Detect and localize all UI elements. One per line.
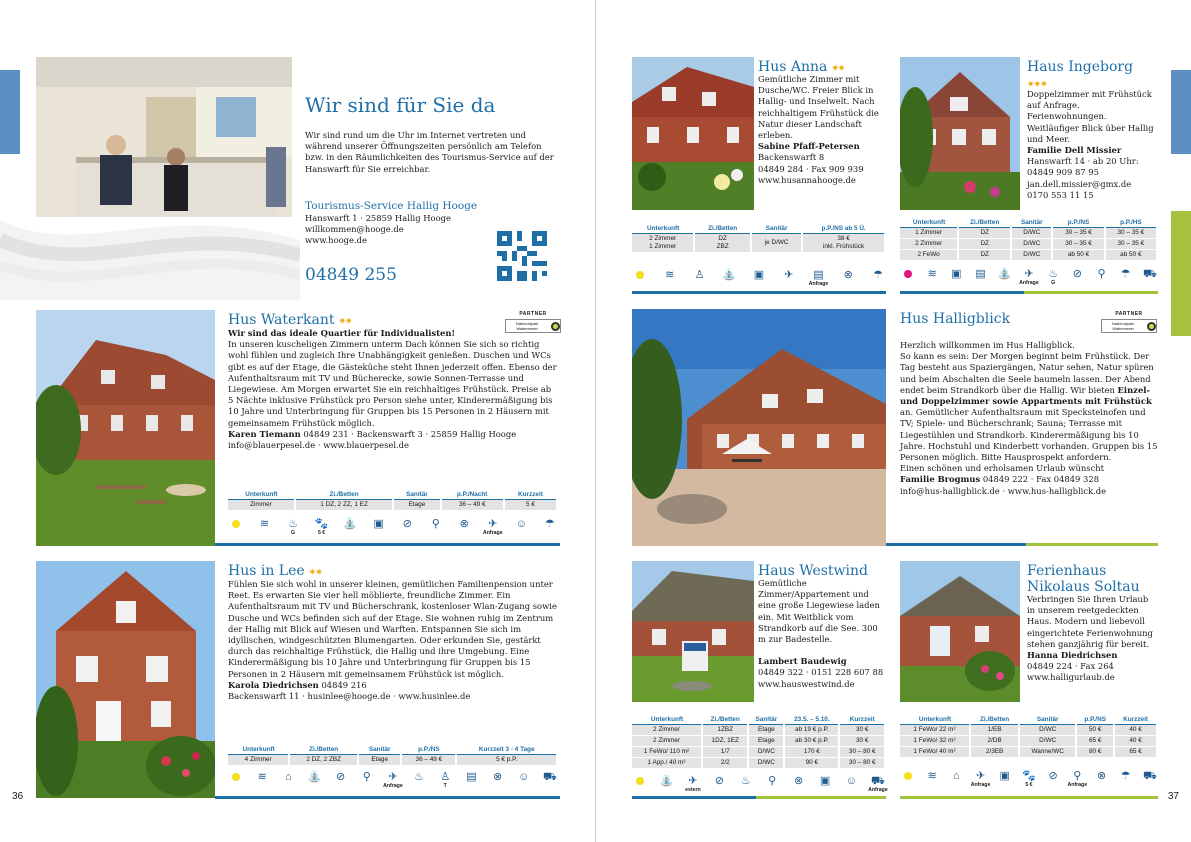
qr-code-icon[interactable] bbox=[497, 231, 547, 281]
table-cell: je D/WC bbox=[751, 234, 802, 253]
table-row bbox=[632, 725, 885, 736]
car-icon: ⛟ bbox=[1142, 770, 1157, 782]
table-header: Sanitär bbox=[1011, 218, 1052, 228]
ingeborg-contact-name: Familie Dell Missier bbox=[1027, 145, 1122, 156]
table-row bbox=[632, 758, 885, 769]
waterkant-web[interactable]: info@blauerpesel.de · www.blauerpesel.de bbox=[228, 440, 409, 451]
table-row bbox=[900, 736, 1157, 747]
chair-icon: ⌂ bbox=[953, 770, 960, 782]
table-cell: 1 App./ 40 m² bbox=[632, 758, 702, 769]
halligblick-desc-a: So kann es sein: Der Morgen beginnt beim Frühstück. Der Tag besteht aus Spaziergängen, Natur sehen, Natur spüren und beim Abschalten die Seele baumeln lassen. Der Abend endet beim Strandkorb über die Hallig. Wir bieten bbox=[900, 351, 1154, 395]
books-icon: ▤ bbox=[466, 771, 477, 783]
table-cell: 1 Zimmer bbox=[900, 228, 958, 239]
soltau-title bbox=[1027, 563, 1140, 595]
tv-icon: ▣ bbox=[999, 770, 1010, 782]
lee-web[interactable]: Backenswarft 11 · husinlee@hooge.de · www.husinlee.de bbox=[228, 691, 471, 702]
waterkant-tagline: Wir sind das ideale Quartier für Individualisten! bbox=[228, 328, 456, 338]
photo-hus-halligblick bbox=[632, 309, 886, 546]
partner-badge-halligblick bbox=[1101, 311, 1157, 333]
waterkant-name: Hus Waterkant bbox=[228, 312, 335, 328]
waterkant-bar bbox=[215, 543, 560, 546]
table-cell: 36 – 49 € bbox=[401, 755, 456, 766]
table-cell: 1 FeWo/ 32 m² bbox=[900, 736, 970, 747]
table-cell: 30 € bbox=[839, 725, 885, 736]
bike-icon: ⚲ bbox=[768, 775, 777, 787]
table-cell: ab 50 € bbox=[1105, 250, 1157, 261]
car-icon: ⛟ Anfrage bbox=[868, 775, 888, 793]
sun-icon bbox=[900, 770, 916, 780]
bath-icon: ⛲ bbox=[997, 268, 1012, 280]
table-row bbox=[228, 500, 557, 511]
soltau-phone: 04849 224 · Fax 264 bbox=[1027, 661, 1114, 672]
nosmoke-icon: ⊘ bbox=[1048, 770, 1058, 782]
bath-icon: ⛲ bbox=[722, 269, 737, 281]
table-header: Zi./Betten bbox=[958, 218, 1011, 228]
anna-address: Backenswarft 8 bbox=[758, 152, 825, 163]
table-header: Unterkunft bbox=[228, 745, 289, 755]
westwind-web[interactable]: www.hauswestwind.de bbox=[758, 678, 855, 689]
anna-contact-name: Sabine Pfaff-Petersen bbox=[758, 141, 860, 152]
ingeborg-table bbox=[900, 218, 1158, 261]
pickup-icon: ✈ bbox=[784, 269, 794, 281]
ingeborg-name: Haus Ingeborg bbox=[1027, 59, 1134, 75]
nosmoke-icon: ⊘ bbox=[714, 775, 724, 787]
table-cell: 2 Zimmer bbox=[632, 736, 702, 747]
westwind-phone: 04849 322 · 0151 228 607 88 bbox=[758, 667, 884, 678]
bike-icon: ⚲ bbox=[362, 771, 371, 783]
halligblick-bar-green bbox=[1026, 543, 1158, 546]
table-header: Unterkunft bbox=[632, 715, 702, 725]
table-cell: Etage bbox=[358, 755, 401, 766]
table-cell: 1 FeWo/ 110 m² bbox=[632, 747, 702, 758]
table-cell: 30 € bbox=[839, 736, 885, 747]
lee-description: Fühlen Sie sich wohl in unserer kleinen, gemütlichen Familienpension unter Reet. Es erwarten Sie vier hell möblierte, freundliche Zimmer. Ein Aufenthaltsraum mit TV und Bücherschrank, kostenloser Wlan-Zugang sowie Dusche und WCs befinden sich auf der Etage. Sie wohnen ruhig im Zentrum der Hallig mit Blick auf Wiesen und Warften. Entspannen Sie sich im idyllischen, windgeschützten Blumengarten. Oder erkunden Sie, gestärkt durch das reichhaltige Frühstück, die Hallig und ihre Umgebung. Eine Kinderermäßigung bis 10 Jahre und Unterbringung für Gruppen bis 15 Personen in 2 Häusern mit gemeinsamem Frühstück ist möglich. bbox=[228, 579, 557, 679]
halligblick-title: Hus Halligblick bbox=[900, 311, 1011, 327]
icon-caption: Anfrage bbox=[482, 530, 503, 536]
anna-icons bbox=[632, 269, 886, 287]
photo-hus-waterkant bbox=[36, 310, 215, 546]
westwind-table bbox=[632, 715, 886, 769]
lee-contact-name: Karola Diedrichsen bbox=[228, 679, 319, 690]
icon-caption: Anfrage bbox=[970, 782, 991, 788]
icon-caption: 5 € bbox=[317, 530, 326, 536]
table-header: p.P./NS bbox=[1052, 218, 1104, 228]
pickup-icon: ✈ extern bbox=[685, 775, 701, 793]
table-cell: 1 FeWo/ 40 m² bbox=[900, 747, 970, 758]
noparty-icon: ⊗ bbox=[1096, 770, 1107, 782]
noparty-icon: ⊗ bbox=[843, 269, 853, 281]
lee-icons bbox=[228, 771, 558, 789]
wifi-icon: ≋ bbox=[927, 268, 937, 280]
section-tab-left bbox=[0, 70, 20, 154]
table-header: Zi./Betten bbox=[694, 224, 751, 234]
icon-caption: T bbox=[443, 783, 447, 789]
ingeborg-mobile: 0170 553 11 15 bbox=[1027, 189, 1094, 200]
lee-text bbox=[228, 579, 558, 702]
table-cell: 1 DZ, 2 ZZ, 1 EZ bbox=[295, 500, 394, 511]
soltau-name2: Nikolaus Soltau bbox=[1027, 579, 1140, 595]
table-cell: 40 € bbox=[1114, 736, 1157, 747]
table-cell: 30 – 35 € bbox=[1052, 239, 1104, 250]
kids-icon: ♙ bbox=[694, 269, 705, 281]
noparty-icon: ⊗ bbox=[492, 771, 503, 783]
halligblick-contact-name: Familie Brogmus bbox=[900, 474, 981, 485]
section-tab-right-green bbox=[1171, 211, 1191, 336]
tv-icon: ▤ bbox=[975, 268, 986, 280]
table-header: Sanitär bbox=[751, 224, 802, 234]
icon-caption: G bbox=[1051, 280, 1056, 286]
table-cell: DZ bbox=[958, 228, 1011, 239]
washer-icon: ▣ bbox=[951, 268, 962, 280]
table-header: Zi./Betten bbox=[295, 490, 394, 500]
page-right bbox=[596, 0, 1191, 842]
lee-bar bbox=[215, 796, 560, 799]
westwind-contact-name: Lambert Baudewig bbox=[758, 656, 847, 667]
ingeborg-stars: ✷✷✷ bbox=[1027, 80, 1047, 90]
pot-icon: ♨ bbox=[740, 775, 751, 787]
table-cell: 5 € bbox=[504, 500, 557, 511]
anna-bar bbox=[632, 291, 886, 294]
table-cell: 1/EB bbox=[970, 725, 1019, 736]
table-cell: 30 – 80 € bbox=[839, 747, 885, 758]
table-cell: D/WC bbox=[1019, 736, 1076, 747]
photo-ferienhaus-soltau bbox=[900, 561, 1020, 702]
table-header: p.P./Nacht bbox=[441, 490, 504, 500]
intro-title: Wir sind für Sie da bbox=[305, 93, 496, 117]
table-cell: 1 FeWo/ 22 m² bbox=[900, 725, 970, 736]
pot-icon: ♨ G bbox=[288, 518, 298, 536]
soltau-table bbox=[900, 715, 1158, 758]
waterkant-description: In unseren kuscheligen Zimmern unterm Dach können Sie sich so richtig wohl fühlen und zugleich Ihre Unabhängigkeit genießen. Duschen und WCs gibt es auf der Etage, die Gästeküche steht Ihnen jederzeit offen. Ebenso der Aufenthaltsraum mit TV und Bücherecke, sowie Sonnen-Terrasse und Liegewiese. Am Morgen erwartet Sie ein reichhaltiges Frühstück. Preise ab 5 Nächte inklusive Frühstück pro Person siehe unter, Kinderermäßigung bis 10 Jahre und Unterbringung für Gruppen bis 15 Personen in 2 Häusern mit gemeinsamem Frühstück möglich. bbox=[228, 339, 557, 428]
tv-icon: ♙ T bbox=[440, 771, 451, 789]
partner-sub: Nationalpark Wattenmeer bbox=[1111, 321, 1135, 331]
garden-icon: ☂ bbox=[873, 269, 883, 281]
table-header: Sanitär bbox=[393, 490, 440, 500]
ingeborg-bar-green bbox=[1024, 291, 1158, 294]
table-cell: 90 € bbox=[784, 758, 839, 769]
table-header: Kurzzeit bbox=[1114, 715, 1157, 725]
washer-icon: ▤ Anfrage bbox=[808, 269, 829, 287]
soltau-contact-name: Hanna Diedrichsen bbox=[1027, 650, 1118, 661]
table-cell: DZ bbox=[958, 250, 1011, 261]
table-header: Zi./Betten bbox=[289, 745, 358, 755]
icon-caption: Anfrage bbox=[1019, 280, 1039, 286]
noparty-icon: ⊗ bbox=[459, 518, 469, 530]
table-header: Unterkunft bbox=[900, 218, 958, 228]
soltau-name: Ferienhaus bbox=[1027, 563, 1107, 579]
table-cell: 40 € bbox=[1114, 725, 1157, 736]
soltau-text bbox=[1027, 594, 1159, 684]
table-cell: Etage bbox=[393, 500, 440, 511]
waterkant-contact-name: Karen Tiemann bbox=[228, 428, 301, 439]
intro-contact bbox=[305, 199, 490, 247]
table-cell: D/WC bbox=[1019, 725, 1076, 736]
westwind-text bbox=[758, 578, 886, 690]
soltau-web[interactable]: www.halligurlaub.de bbox=[1027, 672, 1115, 683]
waterkant-stars: ✷✷ bbox=[338, 317, 352, 327]
ingeborg-title bbox=[1027, 59, 1133, 93]
page-number-right: 37 bbox=[1167, 791, 1179, 802]
intro-phone: 04849 255 bbox=[305, 265, 397, 285]
page-left bbox=[0, 0, 595, 842]
chair-icon: ⌂ bbox=[284, 771, 292, 783]
sun-icon bbox=[632, 269, 648, 279]
table-cell: 1/7 bbox=[702, 747, 748, 758]
dog-icon: 🐾 5 € bbox=[1022, 770, 1036, 788]
table-cell: 80 € bbox=[1076, 747, 1114, 758]
bike-icon: ⚲ bbox=[431, 518, 440, 530]
waterkant-icons bbox=[228, 518, 558, 536]
table-cell: 2 Zimmer bbox=[900, 239, 958, 250]
photo-hus-anna bbox=[632, 57, 754, 210]
table-cell: D/WC bbox=[748, 747, 784, 758]
table-row bbox=[632, 234, 885, 253]
table-row bbox=[632, 747, 885, 758]
table-cell: Wanne/WC bbox=[1019, 747, 1076, 758]
table-cell: 2 Zimmer 1 Zimmer bbox=[632, 234, 694, 253]
table-header: p.P./NS bbox=[401, 745, 456, 755]
table-cell: 38 € inkl. Frühstück bbox=[802, 234, 885, 253]
soltau-description: Verbringen Sie Ihren Urlaub in unserem reetgedeckten Haus. Modern und liebevoll eingerichtete Ferienwohnung stehen ganzjährig für bereit. bbox=[1027, 594, 1153, 649]
intro-email[interactable]: willkommen@hooge.de bbox=[305, 224, 404, 235]
table-header: Kurzzeit 3 - 4 Tage bbox=[456, 745, 557, 755]
table-cell: 2/3EB bbox=[970, 747, 1019, 758]
sun-icon bbox=[632, 775, 648, 785]
table-header: Sanitär bbox=[1019, 715, 1076, 725]
table-cell: ab 30 € p.P. bbox=[784, 736, 839, 747]
photo-haus-ingeborg bbox=[900, 57, 1020, 210]
westwind-description: Gemütliche Zimmer/Appartement und eine große Liegewiese laden ein. Mit Weitblick vom Strandkorb auf die See. 300 m zur Badestelle. bbox=[758, 578, 880, 645]
table-header: Unterkunft bbox=[632, 224, 694, 234]
anna-stars: ✷✷ bbox=[831, 64, 845, 74]
table-header: Kurzzeit bbox=[504, 490, 557, 500]
table-cell: 4 Zimmer bbox=[228, 755, 289, 766]
westwind-title: Haus Westwind bbox=[758, 563, 868, 579]
table-header: Unterkunft bbox=[900, 715, 970, 725]
ingeborg-icons bbox=[900, 268, 1158, 286]
lee-contact: 04849 216 bbox=[321, 679, 367, 690]
icon-caption: 5 € bbox=[1025, 782, 1033, 788]
table-cell: D/WC bbox=[1011, 250, 1052, 261]
table-cell: 30 – 35 € bbox=[1052, 228, 1104, 239]
table-cell: 65 € bbox=[1114, 747, 1157, 758]
table-cell: ab 50 € bbox=[1052, 250, 1104, 261]
table-cell: Etage bbox=[748, 725, 784, 736]
table-cell: Zimmer bbox=[228, 500, 295, 511]
bike-icon: ⚲ bbox=[1097, 268, 1106, 280]
westwind-bar-blue bbox=[632, 796, 756, 799]
halligblick-contact: 04849 222 · Fax 04849 328 bbox=[982, 474, 1100, 485]
halligblick-text bbox=[900, 340, 1158, 497]
anna-web[interactable]: www.husannahooge.de bbox=[758, 174, 856, 185]
partner-label: PARTNER bbox=[519, 311, 547, 317]
table-cell: 30 – 35 € bbox=[1105, 228, 1157, 239]
table-cell: 30 – 35 € bbox=[1105, 239, 1157, 250]
dog-icon: 🐾 5 € bbox=[314, 518, 329, 536]
nosmoke-icon: ⊘ bbox=[336, 771, 346, 783]
page-number-left: 36 bbox=[12, 791, 24, 802]
anna-text bbox=[758, 74, 886, 186]
table-cell: DZ ZBZ bbox=[694, 234, 751, 253]
icon-caption: Anfrage bbox=[383, 783, 403, 789]
icon-caption: extern bbox=[685, 787, 701, 793]
table-header: p.P./NS bbox=[1076, 715, 1114, 725]
wifi-icon: ≋ bbox=[257, 771, 267, 783]
intro-web[interactable]: www.hooge.de bbox=[305, 235, 367, 246]
halligblick-desc-c: an. Gemütlicher Aufenthaltsraum mit Specksteinofen und TV; Spiele- und Bücherschrank; Sauna; Terrasse mit Liegestühlen und Strandkorb. Kinderermäßigung bis 10 Jahre. Hochstuhl und Kinderbett vorhanden. Gruppen bis 15 Personen möglich. Bitte Hausprospekt anfordern. bbox=[900, 407, 1158, 463]
halligblick-welcome: Herzlich willkommen im Hus Halligblick. bbox=[900, 340, 1075, 350]
table-header: Zi./Betten bbox=[970, 715, 1019, 725]
westwind-icons bbox=[632, 775, 886, 793]
table-cell: 50 € bbox=[1076, 725, 1114, 736]
car-icon: ⛟ bbox=[1142, 268, 1157, 280]
table-cell: 36 – 49 € bbox=[441, 500, 504, 511]
family-icon: ☺ bbox=[515, 518, 527, 530]
ingeborg-phone: 04849 909 87 95 bbox=[1027, 167, 1099, 178]
icon-caption: Anfrage bbox=[808, 281, 829, 287]
table-header: Sanitär bbox=[358, 745, 401, 755]
garden-icon: ☂ bbox=[1120, 770, 1131, 782]
table-cell: DZ bbox=[958, 239, 1011, 250]
nosmoke-icon: ⊘ bbox=[1072, 268, 1082, 280]
ingeborg-email[interactable]: jan.dell.missier@gmx.de bbox=[1027, 178, 1132, 189]
table-cell: 2/2 bbox=[702, 758, 748, 769]
tv-icon: ▣ bbox=[753, 269, 765, 281]
bath-icon: ⛲ bbox=[343, 518, 357, 530]
bike-icon: ⚲ Anfrage bbox=[1067, 770, 1088, 788]
table-cell: D/WC bbox=[1011, 239, 1052, 250]
bath-icon: ⛲ bbox=[307, 771, 322, 783]
section-tab-right-blue bbox=[1171, 70, 1191, 154]
table-cell: 2 DZ, 2 ZBZ bbox=[289, 755, 358, 766]
pickup-icon: ✈ Anfrage bbox=[1019, 268, 1039, 286]
pickup-icon: ✈ Anfrage bbox=[383, 771, 403, 789]
icon-caption: G bbox=[291, 530, 296, 536]
family-icon: ☺ bbox=[518, 771, 530, 783]
wifi-icon: ≋ bbox=[259, 518, 270, 530]
table-header: Kurzzeit bbox=[839, 715, 885, 725]
family-icon: ☺ bbox=[845, 775, 858, 787]
table-header: Zi./Betten bbox=[702, 715, 748, 725]
icon-caption: Anfrage bbox=[868, 787, 888, 793]
lee-table bbox=[228, 745, 558, 766]
table-cell: 170 € bbox=[784, 747, 839, 758]
ingeborg-text bbox=[1027, 89, 1157, 201]
anna-name: Hus Anna bbox=[758, 59, 828, 75]
intro-org: Tourismus-Service Hallig Hooge bbox=[305, 200, 478, 212]
pot-icon: ♨ bbox=[414, 771, 425, 783]
nationalpark-icon bbox=[1147, 322, 1156, 331]
wave-decoration bbox=[0, 180, 300, 300]
anna-description: Gemütliche Zimmer mit Dusche/WC. Freier Blick in Hallig- und Inselwelt. Nach reichhaltigem Frühstück die Natur dieser Landschaft erleben. bbox=[758, 74, 879, 141]
anna-phone: 04849 284 · Fax 909 939 bbox=[758, 163, 864, 174]
table-cell: ab 19 € p.P. bbox=[784, 725, 839, 736]
partner-label: PARTNER bbox=[1115, 311, 1143, 317]
halligblick-wish: Einen schönen und erholsamen Urlaub wünscht bbox=[900, 463, 1105, 474]
ingeborg-description: Doppelzimmer mit Frühstück auf Anfrage. Ferienwohnungen. Weitläufiger Blick über Hallig und Meer. bbox=[1027, 89, 1154, 144]
table-cell: 5 € p.P. bbox=[456, 755, 557, 766]
ingeborg-bar-blue bbox=[900, 291, 1024, 294]
wifi-icon: ≋ bbox=[927, 770, 937, 782]
noparty-icon: ⊗ bbox=[794, 775, 804, 787]
table-row bbox=[900, 239, 1157, 250]
car-icon: ⛟ bbox=[542, 771, 557, 783]
table-cell: 1DZ, 1EZ bbox=[702, 736, 748, 747]
partner-sub: Nationalpark Wattenmeer bbox=[515, 321, 539, 331]
table-cell: D/WC bbox=[748, 758, 784, 769]
table-header: p.P./HS bbox=[1105, 218, 1157, 228]
table-header: 23.5. – 5.10. bbox=[784, 715, 839, 725]
icon-caption: Anfrage bbox=[1067, 782, 1088, 788]
pot-icon: ♨ G bbox=[1048, 268, 1059, 286]
table-row bbox=[900, 250, 1157, 261]
table-cell: 65 € bbox=[1076, 736, 1114, 747]
tv-icon: ▣ bbox=[819, 775, 831, 787]
sun-icon bbox=[228, 518, 244, 528]
table-row bbox=[632, 736, 885, 747]
halligblick-bar-blue bbox=[886, 543, 1026, 546]
table-cell: Etage bbox=[748, 736, 784, 747]
sun-icon bbox=[228, 771, 244, 781]
garden-icon: ☂ bbox=[544, 518, 555, 530]
nosmoke-icon: ⊘ bbox=[402, 518, 412, 530]
anna-table bbox=[632, 224, 886, 253]
table-cell: D/WC bbox=[1011, 228, 1052, 239]
soltau-bar bbox=[900, 796, 1158, 799]
photo-hus-in-lee bbox=[36, 561, 215, 798]
washer-icon: ▣ bbox=[373, 518, 384, 530]
bath-icon: ⛲ bbox=[659, 775, 674, 787]
table-header: p.P./NS ab 5 Ü. bbox=[802, 224, 885, 234]
photo-haus-westwind bbox=[632, 561, 754, 702]
intro-text: Wir sind rund um die Uhr im Internet vertreten und während unserer Öffnungszeiten persönlich am Telefon bzw. in den Räumlichkeiten des Tourismus-Service auf der Hanswarft für Sie erreichbar. bbox=[305, 130, 554, 174]
table-row bbox=[900, 228, 1157, 239]
soltau-icons bbox=[900, 770, 1158, 788]
table-header: Sanitär bbox=[748, 715, 784, 725]
halligblick-desc-bold: Einzel- und Doppelzimmer sowie Appartments mit Frühstück bbox=[900, 384, 1152, 407]
table-row bbox=[900, 725, 1157, 736]
table-cell: 2/DB bbox=[970, 736, 1019, 747]
table-row bbox=[900, 747, 1157, 758]
wifi-icon: ≋ bbox=[665, 269, 675, 281]
westwind-bar-green bbox=[756, 796, 886, 799]
table-cell: 1ZBZ bbox=[702, 725, 748, 736]
table-cell: 2 Zimmer bbox=[632, 725, 702, 736]
dot-pink-icon bbox=[900, 268, 916, 278]
table-row bbox=[228, 755, 557, 766]
lee-stars: ✷✷ bbox=[308, 568, 322, 578]
table-header: Unterkunft bbox=[228, 490, 295, 500]
intro-address: Hanswarft 1 · 25859 Hallig Hooge bbox=[305, 213, 451, 223]
waterkant-contact: 04849 231 · Backenswarft 3 · 25859 Hallig Hooge bbox=[303, 428, 517, 439]
waterkant-text bbox=[228, 328, 558, 451]
table-cell: 30 – 80 € bbox=[839, 758, 885, 769]
ingeborg-address: Hanswarft 14 · ab 20 Uhr: bbox=[1027, 156, 1139, 167]
pickup-icon: ✈ Anfrage bbox=[970, 770, 991, 788]
pickup-icon: ✈ Anfrage bbox=[482, 518, 503, 536]
halligblick-web[interactable]: info@hus-halligblick.de · www.hus-halligblick.de bbox=[900, 485, 1107, 496]
table-cell: 2 FeWo bbox=[900, 250, 958, 261]
waterkant-table bbox=[228, 490, 558, 511]
garden-icon: ☂ bbox=[1120, 268, 1131, 280]
lee-name: Hus in Lee bbox=[228, 563, 305, 579]
